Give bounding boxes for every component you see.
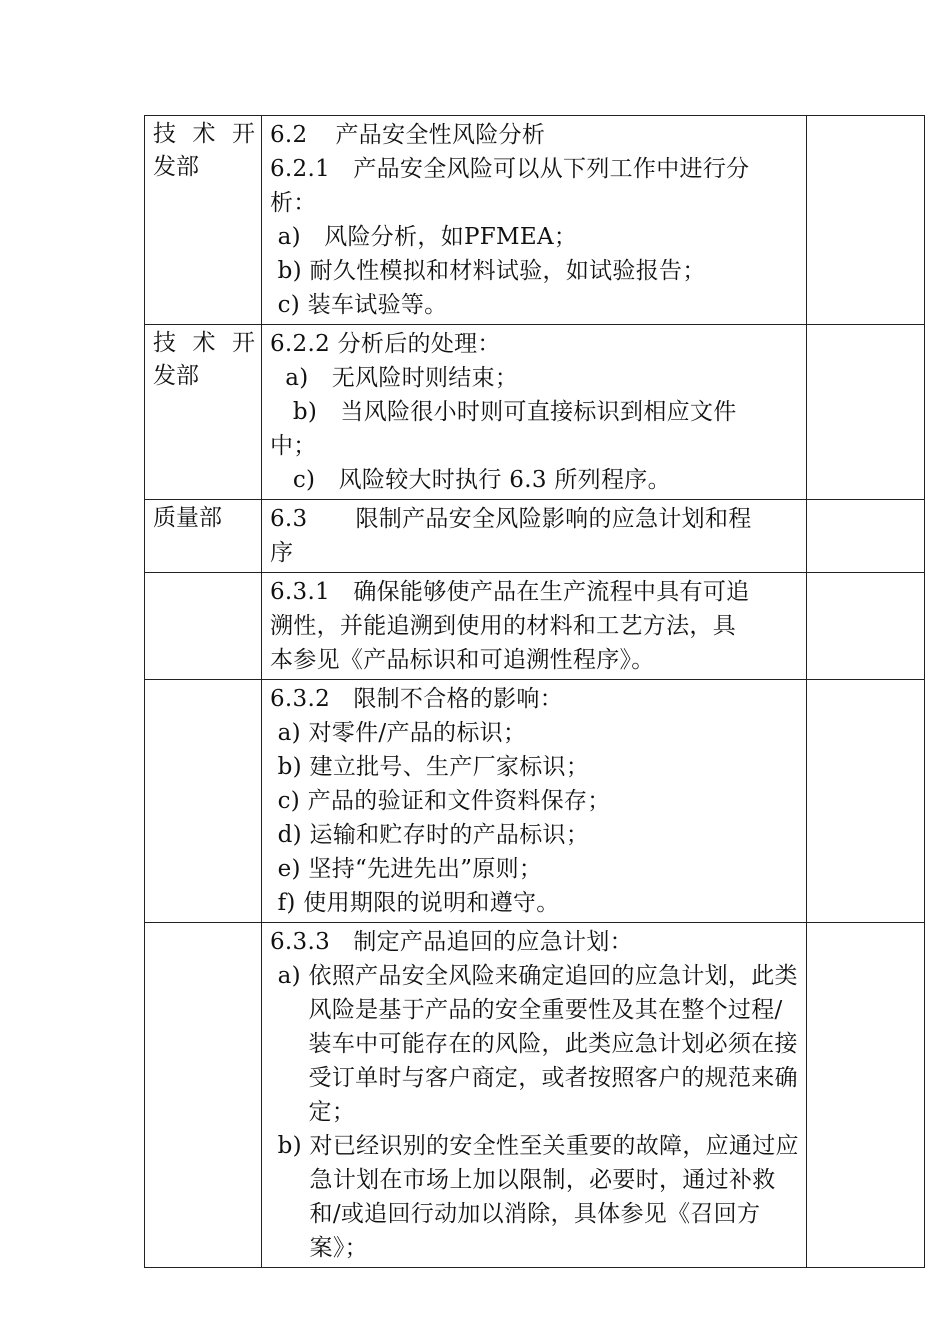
section-heading: [270, 502, 800, 536]
remarks-cell: [807, 500, 925, 573]
text-line: d) 运输和贮存时的产品标识；: [270, 822, 590, 848]
section-heading: [270, 118, 800, 152]
remarks-cell: [807, 680, 925, 923]
text-line: 6.3.3 制定产品追回的应急计划：: [270, 929, 633, 955]
text-line: 序: [270, 540, 294, 566]
remarks-cell: [807, 325, 925, 500]
content-cell: [262, 680, 807, 923]
text-line: c) 风险较大时执行 6.3 所列程序。: [270, 467, 671, 493]
table-row: [145, 325, 925, 500]
content-cell: [262, 325, 807, 500]
text-line: b) 当风险很小时则可直接标识到相应文件: [270, 399, 737, 425]
list-item-label: b): [270, 1133, 310, 1159]
text-line: c) 产品的验证和文件资料保存；: [270, 788, 611, 814]
section-number: 6.3: [270, 506, 308, 532]
text-line: a) 无风险时则结束；: [270, 365, 519, 391]
content-cell: [262, 500, 807, 573]
table-row: [145, 116, 925, 325]
text-line: 本参见《产品标识和可追溯性程序》。: [270, 647, 655, 673]
list-item-text: 依照产品安全风险来确定追回的应急计划，此类风险是基于产品的安全重要性及其在整个过程/装车中可能存在的风险，此类应急计划必须在接受订单时与客户商定，或者按照客户的规范来确定；: [308, 963, 798, 1125]
remarks-cell: [807, 116, 925, 325]
department-cell: 技 术 开 发部: [145, 116, 262, 325]
content-cell: [262, 116, 807, 325]
text-line: b) 建立批号、生产厂家标识；: [270, 754, 590, 780]
section-title: 产品安全性风险分析: [335, 122, 546, 148]
list-item: [270, 959, 800, 1129]
text-line: f) 使用期限的说明和遵守。: [270, 890, 560, 916]
text-line: e) 坚持“先进先出”原则；: [270, 856, 543, 882]
table-row: [145, 573, 925, 680]
text-line: 溯性，并能追溯到使用的材料和工艺方法，具: [270, 613, 736, 639]
content-cell: [262, 573, 807, 680]
text-line: 6.2.1 产品安全风险可以从下列工作中进行分: [270, 156, 750, 182]
table-row: [145, 923, 925, 1268]
text-line: 中；: [270, 433, 317, 459]
text-line: 6.2.2 分析后的处理：: [270, 331, 501, 357]
list-item: [270, 1129, 800, 1265]
table-row: [145, 500, 925, 573]
text-line: a) 对零件/产品的标识；: [270, 720, 527, 746]
remarks-cell: [807, 573, 925, 680]
text-line: a) 风险分析，如PFMEA；: [270, 224, 578, 250]
section-number: 6.2: [270, 122, 308, 148]
remarks-cell: [807, 923, 925, 1268]
list-item-text: 对已经识别的安全性至关重要的故障，应通过应急计划在市场上加以限制，必要时，通过补救和/或追回行动加以消除，具体参见《召回方案》；: [309, 1133, 799, 1261]
department-cell: [145, 923, 262, 1268]
list-item-label: a): [270, 963, 309, 989]
department-cell: 技 术 开 发部: [145, 325, 262, 500]
department-cell: 质量部: [145, 500, 262, 573]
text-line: 6.3.2 限制不合格的影响：: [270, 686, 564, 712]
text-line: b) 耐久性模拟和材料试验，如试验报告；: [270, 258, 706, 284]
procedure-table: [144, 115, 925, 1268]
table-row: [145, 680, 925, 923]
department-cell: [145, 573, 262, 680]
section-title: 限制产品安全风险影响的应急计划和程: [355, 506, 752, 532]
department-cell: [145, 680, 262, 923]
text-line: 6.3.1 确保能够使产品在生产流程中具有可追: [270, 579, 750, 605]
text-line: 析：: [270, 190, 317, 216]
text-line: c) 装车试验等。: [270, 292, 448, 318]
content-cell: [262, 923, 807, 1268]
